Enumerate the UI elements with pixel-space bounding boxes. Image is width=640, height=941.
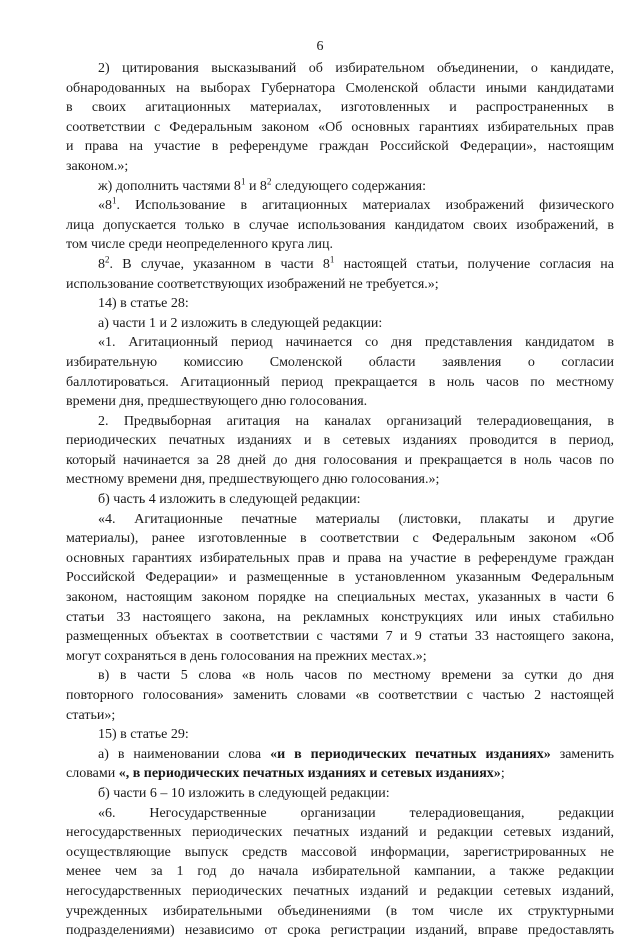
text-line: «4. Агитационные печатные материалы (листовки, плакаты и другие [98, 511, 614, 527]
text-run: настоящей статьи, получение согласия на [334, 256, 615, 272]
text-line: 2) цитирования высказываний об избирательном объединении, о кандидате, [98, 61, 614, 76]
text-line: законом.»; [66, 158, 129, 174]
text-line: осуществляющие выпуск средств массовой информации, зарегистрированных не [66, 844, 614, 860]
text-line: в) в части 5 слова «в ноль часов по местному времени за сутки до дня [98, 668, 614, 684]
paragraph-part-4 [66, 510, 614, 667]
text-line: лица допускается только в случае использования кандидатом своих изображений, в [66, 217, 614, 233]
text-line: могут сохраняться в день голосования на прежних местах.»; [66, 648, 427, 664]
text-run: а) в наименовании слова [98, 746, 271, 762]
text-line: соответствии с Федеральным законом «Об основных гарантиях избирательных прав [66, 119, 614, 135]
text-run: . В случае, указанном в части 8 [109, 256, 330, 272]
text-line: времени дня, предшествующего дню голосования. [66, 394, 368, 410]
text-run: ж) дополнить частями 8 [98, 178, 241, 194]
paragraph-part-1 [66, 333, 614, 411]
text-run: 8 [98, 256, 105, 272]
text-line [66, 764, 614, 784]
superscript: 1 [329, 254, 335, 265]
text-line: баллотироваться. Агитационный период прекращается в ноль часов по местному [66, 374, 614, 390]
text-line [66, 196, 614, 216]
text-line: учрежденных избирательными объединениями (в том числе их структурными [66, 903, 614, 919]
text-line: основных гарантиях избирательных прав и права на участие в референдуме граждан [66, 550, 614, 566]
paragraph-part-4-intro: б) часть 4 изложить в следующей редакции: [98, 492, 361, 508]
paragraph-part-2 [66, 412, 614, 490]
paragraph-parts-6-10: б) части 6 – 10 изложить в следующей редакции: [98, 785, 390, 801]
text-run: следующего содержания: [271, 178, 426, 194]
text-line: «6. Негосударственные организации телерадиовещания, редакции [98, 805, 614, 821]
text-line: и права на участие в референдуме граждан Российской Федерации», настоящим [66, 139, 614, 155]
text-line: Российской Федерации» и размещенные в установленном указанным Федеральным [66, 570, 614, 586]
paragraph-article-29: 15) в статье 29: [98, 727, 189, 743]
text-line: том числе среди неопределенного круга лиц. [66, 237, 334, 253]
superscript: 2 [266, 175, 272, 186]
paragraph-title-change [66, 745, 614, 784]
text-line: избирательную комиссию Смоленской области заявления о согласии [66, 354, 614, 370]
document-body [66, 59, 614, 941]
text-line: в своих агитационных материалах, изготовленных и распространенных в [66, 100, 614, 116]
superscript: 2 [105, 254, 110, 265]
text-line: подразделениями) независимо от срока регистрации изданий, вправе предоставлять [66, 923, 614, 939]
text-line: негосударственных периодических печатных изданий и редакции сетевых изданий, [66, 825, 614, 841]
text-line: использование соответствующих изображений не требуется.»; [66, 276, 439, 292]
text-run: . Использование в агитационных материалах изображений физического [116, 198, 614, 214]
text-run: «8 [98, 198, 112, 214]
text-line: повторного голосования» заменить словами «в соответствии с частью 2 настоящей [66, 688, 614, 703]
superscript: 1 [240, 175, 246, 186]
text-run: ; [500, 766, 505, 782]
text-run: и 8 [245, 178, 267, 194]
text-line: менее чем за 1 год до начала избирательной кампании, а также редакции [66, 864, 614, 880]
text-line: материалы), ранее изготовленные в соответствии с Федеральным законом «Об [66, 531, 614, 547]
text-line: статьи 33 настоящего закона, на рекламных конструкциях или иных стабильно [66, 609, 614, 625]
paragraph-parts-1-2: а) части 1 и 2 изложить в следующей редакции: [98, 315, 383, 331]
text-line: законом, настоящим законом порядке на специальных местах, указанных в части 6 [66, 590, 614, 606]
paragraph-citation [66, 59, 614, 177]
bold-text: «и в периодических печатных изданиях» [270, 746, 551, 762]
text-line: статьи»; [66, 707, 116, 723]
text-line: «1. Агитационный период начинается со дня представления кандидатом в [98, 335, 614, 351]
paragraph-part-5 [66, 666, 614, 725]
text-line [66, 745, 614, 765]
superscript: 1 [112, 195, 117, 206]
text-line: периодических печатных изданиях и в сетевых изданиях проводится в период, [66, 433, 614, 449]
paragraph-part-6 [66, 804, 614, 941]
paragraph-article-28: 14) в статье 28: [98, 296, 189, 312]
text-line: негосударственных периодических печатных изданий и редакции сетевых изданий, [66, 883, 614, 899]
text-run: словами [66, 766, 119, 782]
text-line: размещенных объектах в соответствии с частями 7 и 9 статьи 33 настоящего закона, [66, 629, 614, 645]
paragraph-part-8-1 [66, 196, 614, 255]
text-line: местному времени дня, предшествующего дню голосования.»; [66, 472, 440, 488]
text-run: заменить [550, 746, 614, 762]
bold-text: «, в периодических печатных изданиях и сетевых изданиях» [118, 766, 501, 782]
text-line: обнародованных на выборах Губернатора Смоленской области иными кандидатами [66, 80, 614, 96]
text-line [66, 255, 614, 275]
page-number: 6 [316, 39, 324, 54]
paragraph-part-8-2 [66, 255, 614, 294]
text-line: который начинается за 28 дней до дня голосования и прекращается в ноль часов по [66, 452, 614, 468]
paragraph-add-parts [66, 177, 614, 197]
text-line: 2. Предвыборная агитация на каналах организаций телерадиовещания, в [98, 413, 614, 429]
